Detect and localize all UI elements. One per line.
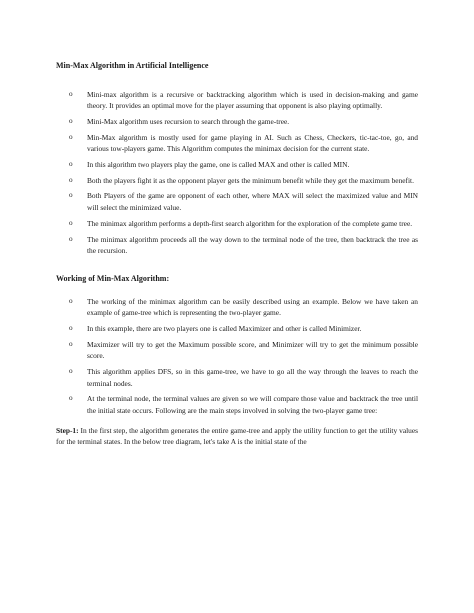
step-1-text: In the first step, the algorithm generates the entire game-tree and apply the utility function to get the utility values for the terminal states. In the below tree diagram, let's take A is the initial state of the (56, 425, 418, 447)
list-item (56, 339, 418, 362)
list-item-text: Mini-Max algorithm uses recursion to search through the game-tree. (87, 117, 290, 126)
bullet-marker: o (69, 117, 73, 125)
list-item (56, 175, 418, 187)
list-item-text: Both Players of the game are opponent of each other, where MAX will select the maximized value and MIN will select the minimized value. (87, 191, 418, 213)
working-bullet-list (56, 296, 418, 417)
step-1-paragraph (56, 425, 418, 448)
list-item-text: Min-Max algorithm is mostly used for game playing in AI. Such as Chess, Checkers, tic-tac-toe, go, and various tow-players game. This Algorithm computes the minimax decision for the current state. (87, 132, 418, 154)
bullet-marker: o (69, 394, 73, 403)
bullet-marker: o (69, 191, 73, 200)
list-item-text: The working of the minimax algorithm can be easily described using an example. Below we have taken an example of game-tree which is representing the two-player game. (87, 296, 418, 318)
list-item-text: Mini-max algorithm is a recursive or backtracking algorithm which is used in decision-making and game theory. It provides an optimal move for the player assuming that opponent is also playing optimally. (87, 89, 418, 111)
list-item (56, 132, 418, 155)
list-item-text: In this example, there are two players one is called Maximizer and other is called Minimizer. (87, 323, 362, 333)
list-item (56, 116, 418, 128)
bullet-marker: o (69, 132, 73, 141)
intro-bullet-list (56, 89, 418, 257)
bullet-marker: o (69, 89, 73, 98)
list-item (56, 296, 418, 319)
section-heading-working: Working of Min-Max Algorithm: (56, 273, 170, 283)
step-1-label: Step-1: (56, 425, 79, 435)
bullet-marker: o (69, 366, 73, 375)
list-item (56, 234, 418, 257)
list-item (56, 218, 418, 230)
bullet-marker: o (69, 296, 73, 305)
bullet-marker: o (69, 160, 73, 169)
list-item-text: In this algorithm two players play the game, one is called MAX and other is called MIN. (87, 160, 350, 170)
bullet-marker: o (69, 234, 73, 243)
list-item (56, 323, 418, 335)
document-title: Min-Max Algorithm in Artificial Intelligence (56, 61, 209, 70)
list-item (56, 366, 418, 389)
list-item-text: At the terminal node, the terminal values are given so we will compare those value and backtrack the tree until the initial state occurs. Following are the main steps involved in solving the two-player game tree: (87, 394, 418, 415)
list-item (56, 190, 418, 213)
list-item (56, 159, 418, 171)
bullet-marker: o (69, 323, 73, 332)
bullet-marker: o (69, 175, 73, 184)
bullet-marker: o (69, 339, 73, 348)
list-item (56, 89, 418, 112)
bullet-marker: o (69, 218, 73, 227)
list-item-text: The minimax algorithm performs a depth-first search algorithm for the exploration of the complete game tree. (87, 218, 413, 228)
list-item-text: This algorithm applies DFS, so in this game-tree, we have to go all the way through the leaves to reach the terminal nodes. (87, 366, 418, 388)
list-item-text: The minimax algorithm proceeds all the way down to the terminal node of the tree, then backtrack the tree as the recursion. (87, 234, 418, 256)
list-item-text: Maximizer will try to get the Maximum possible score, and Minimizer will try to get the minimum possible score. (87, 339, 418, 361)
list-item (56, 393, 418, 416)
list-item-text: Both the players fight it as the opponent player gets the minimum benefit while they get the maximum benefit. (87, 175, 414, 185)
